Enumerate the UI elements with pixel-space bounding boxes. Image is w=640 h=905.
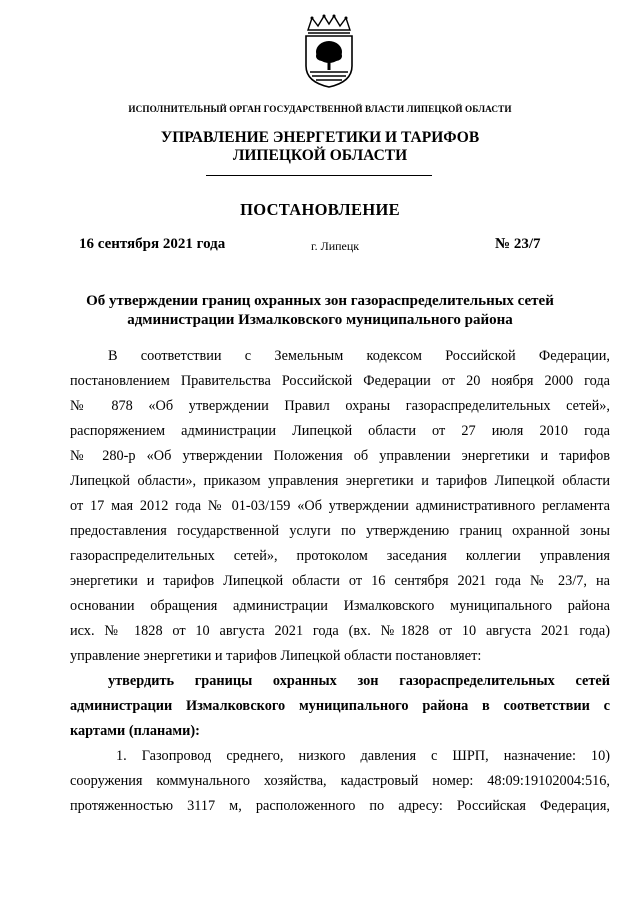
document-type: ПОСТАНОВЛЕНИЕ [240,200,400,219]
body-line: постановлением Правительства Российской Федерации от 20 ноября 2000 года [70,373,610,389]
body-line: распоряжением администрации Липецкой области от 27 июля 2010 года [70,423,610,439]
resolution-line: картами (планами): [70,723,200,739]
body-line: энергетики и тарифов Липецкой области от 16 сентября 2021 года № 23/7, на [70,573,610,589]
organization-name [0,129,640,165]
body-line: основании обращения администрации Измалковского муниципального района [70,598,610,614]
body-line: Липецкой области», приказом управления энергетики и тарифов Липецкой области [70,473,610,489]
body-line: № 280-р «Об утверждении Положения об управлении энергетики и тарифов [70,448,610,464]
body-line: В соответствии с Земельным кодексом Российской Федерации, [108,348,610,364]
body-line: № 878 «Об утверждении Правил охраны газораспределительных сетей», [70,398,610,414]
body-line: исх. № 1828 от 10 августа 2021 года (вх. №1828 от 10 августа 2021 года) [70,623,610,639]
document-title-line-2: администрации Измалковского муниципального района [127,312,513,328]
organization-name-line-2: ЛИПЕЦКОЙ ОБЛАСТИ [232,147,408,164]
header-divider [206,175,432,176]
body-line: газораспределительных сетей», протоколом заседания коллегии управления [70,548,610,564]
organization-name-line-1: УПРАВЛЕНИЕ ЭНЕРГЕТИКИ И ТАРИФОВ [160,129,480,146]
document-city: г. Липецк [311,239,360,253]
body-line: предоставления государственной услуги по утверждению границ охранной зоны [70,523,610,539]
document-body [70,344,610,819]
item-line: протяженностью 3117 м, расположенного по адресу: Российская Федерация, [70,798,610,814]
resolution-line: утвердить границы охранных зон газораспределительных сетей [108,673,610,689]
document-title-line-1: Об утверждении границ охранных зон газораспределительных сетей [86,293,554,309]
issuing-authority-line: ИСПОЛНИТЕЛЬНЫЙ ОРГАН ГОСУДАРСТВЕННОЙ ВЛАСТИ ЛИПЕЦКОЙ ОБЛАСТИ [128,104,512,114]
document-title [60,292,580,330]
coat-of-arms-icon [298,14,360,88]
document-number: № 23/7 [495,236,541,252]
body-line: от 17 мая 2012 года № 01-03/159 «Об утверждении административного регламента [70,498,610,514]
resolution-line: администрации Измалковского муниципального района в соответствии с [70,698,610,714]
item-line: 1. Газопровод среднего, низкого давления с ШРП, назначение: 10) [116,748,610,764]
document-date: 16 сентября 2021 года [79,236,226,252]
item-line: сооружения коммунального хозяйства, кадастровый номер: 48:09:19102004:516, [70,773,610,789]
body-line: управление энергетики и тарифов Липецкой области постановляет: [70,648,482,664]
